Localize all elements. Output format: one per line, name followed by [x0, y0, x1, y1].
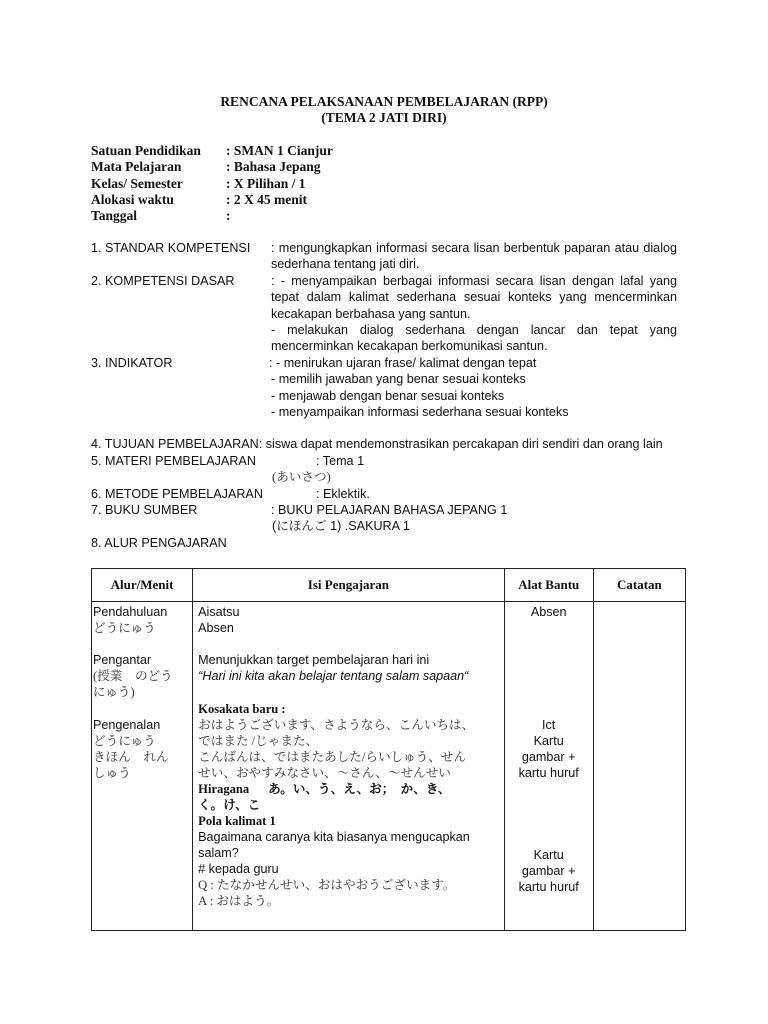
buku-text2: (にほんご 1) .SAKURA 1 [272, 519, 410, 533]
tujuan-row: 4. TUJUAN PEMBELAJARAN: siswa dapat mendemonstrasikan percakapan diri sendiri dan orang lain [91, 437, 663, 451]
metode-text: : Eklektik. [316, 487, 370, 501]
buku-label: 7. BUKU SUMBER [91, 503, 198, 517]
table-row [92, 602, 686, 931]
indikator-item: - menyampaikan informasi sederhana sesuai konteks [271, 405, 569, 419]
header-catatan: Catatan [593, 569, 685, 602]
kompetensi-item2: - melakukan dialog sederhana dengan lancar dan tepat yang mencerminkan kecakapan berkomunikasi santun. [271, 323, 677, 354]
header-alur: Alur/Menit [92, 569, 193, 602]
cell-isi: Aisatsu Absen Menunjukkan target pembelajaran hari ini “Hari ini kita akan belajar tentang salam sapaan“ Kosakata baru : おはようございます、さようなら、こんいちは、 ではまた /じゃまた、 こんばんは、ではまたあした/らいしゅう、せん せい、おやすみなさい、～さん、～せんせい Hiragana あ。い、う、え、お； か、き、 く。け、こ Pola kalimat 1 Bagaimana caranya kita biasanya mengucapkan salam? # kepada guru Q : たなかせんせい、おはやおうございます。 A : おはよう。 [193, 602, 505, 931]
kompetensi-item1: : - menyampaikan berbagai informasi secara lisan dengan lafal yang tepat dalam kalimat sederhana sesuai konteks yang mencerminkan kecakapan berbahasa yang santun. [271, 274, 677, 321]
cell-catatan [593, 602, 685, 931]
doc-subtitle: (TEMA 2 JATI DIRI) [321, 110, 447, 125]
indikator-item: - memilih jawaban yang benar sesuai konteks [271, 372, 526, 386]
doc-title: RENCANA PELAKSANAAN PEMBELAJARAN (RPP) [220, 94, 548, 109]
header-alat: Alat Bantu [504, 569, 593, 602]
indikator-item: - menjawab dengan benar sesuai konteks [271, 389, 505, 403]
indikator-label: 3. INDIKATOR [91, 356, 173, 370]
materi-jp: (あいさつ) [272, 470, 331, 484]
info-row: Mata Pelajaran : Bahasa Jepang [91, 159, 321, 175]
indikator-item: : - menirukan ujaran frase/ kalimat dengan tepat [269, 356, 537, 370]
cell-alur: Pendahuluan どうにゅう Pengantar (授業 のどう にゅう) Pengenalan どうにゅう きほん れん しゅう [92, 602, 193, 931]
alur-table [91, 568, 686, 931]
materi-text: : Tema 1 [316, 454, 365, 468]
alur-label: 8. ALUR PENGAJARAN [91, 536, 227, 550]
info-row: Tanggal : [91, 208, 231, 224]
materi-label: 5. MATERI PEMBELAJARAN [91, 454, 256, 468]
kompetensi-label: 2. KOMPETENSI DASAR [91, 274, 235, 288]
info-row: Satuan Pendidikan : SMAN 1 Cianjur [91, 143, 333, 158]
standar-text: : mengungkapkan informasi secara lisan berbentuk paparan atau dialog sederhana tentang jati diri. [271, 241, 677, 272]
table-header-row [92, 569, 686, 602]
info-row: Kelas/ Semester : X Pilihan / 1 [91, 175, 306, 191]
info-block [91, 143, 333, 224]
metode-label: 6. METODE PEMBELAJARAN [91, 487, 263, 501]
info-row: Alokasi waktu : 2 X 45 menit [91, 191, 307, 207]
standar-label: 1. STANDAR KOMPETENSI [91, 241, 251, 255]
buku-text: : BUKU PELAJARAN BAHASA JEPANG 1 [271, 503, 508, 517]
header-isi: Isi Pengajaran [193, 569, 505, 602]
cell-alat: Absen Ict Kartu gambar + kartu huruf Kartu gambar + kartu huruf [504, 602, 593, 931]
